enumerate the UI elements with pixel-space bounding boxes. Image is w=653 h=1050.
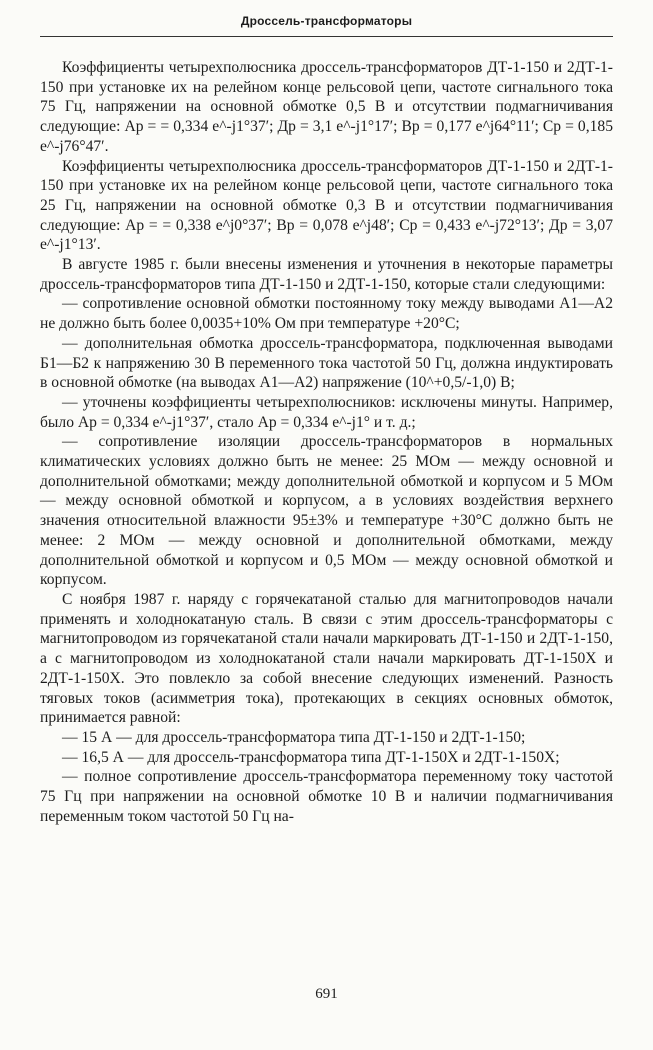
- paragraph: — 16,5 А — для дроссель-трансформатора типа ДТ-1-150Х и 2ДТ-1-150Х;: [62, 748, 560, 766]
- paragraph: — сопротивление основной обмотки постоянному току между выводами А1—А2 не должно быть более 0,0035+10% Ом при температуре +20°С;: [40, 295, 613, 333]
- paragraph: — дополнительная обмотка дроссель-трансформатора, подключенная выводами Б1—Б2 к напряжению 30 В переменного тока частотой 50 Гц, должна индуктировать в основной обмотке (на выводах А1—А2) напряжение (10^+0,5/-1,0) В;: [40, 334, 613, 392]
- page-number: 691: [315, 986, 338, 1002]
- paragraph: — уточнены коэффициенты четырехполюсников: исключены минуты. Например, было Aр = 0,334 e^-j1°37′, стало Aр = 0,334 e^-j1° и т. д.;: [40, 393, 613, 431]
- paragraph: С ноября 1987 г. наряду с горячекатаной сталью для магнитопроводов начали применять и холоднокатаную сталь. В связи с этим дроссель-трансформаторы с магнитопроводом из горячекатаной стали начали маркировать ДТ-1-150 и 2ДТ-1-150, а с магнитопроводом из холоднокатаной стали начали маркировать ДТ-1-150Х и 2ДТ-1-150Х. Это повлекло за собой внесение следующих изменений. Разность тяговых токов (асимметрия тока), протекающих в секциях основных обмоток, принимается равной:: [40, 590, 613, 727]
- paragraph: — сопротивление изоляции дроссель-трансформаторов в нормальных климатических условиях должно быть не менее: 25 МОм — между основной и дополнительной обмотками; между дополнительной обмоткой и корпусом и 5 МОм — между основной обмоткой и корпусом, а в условиях воздействия верхнего значения относительной влажности 95±3% и температуре +30°С должно быть не менее: 2 МОм — между основной и дополнительной обмотками, между дополнительной обмоткой и корпусом и 0,5 МОм — между основной обмоткой и корпусом.: [40, 433, 613, 589]
- paragraph: Коэффициенты четырехполюсника дроссель-трансформаторов ДТ-1-150 и 2ДТ-1-150 при установке их на релейном конце рельсовой цепи, частоте сигнального тока 75 Гц, напряжении на основной обмотке 0,5 В и отсутствии подмагничивания следующие: Aр = = 0,334 e^-j1°37′; Дp = 3,1 e^-j1°17′; Bр = 0,177 e^j64°11′; Cр = 0,185 e^-j76°47′.: [40, 59, 613, 155]
- paragraph: — полное сопротивление дроссель-трансформатора переменному току частотой 75 Гц при напряжении на основной обмотке 10 В и наличии подмагничивания переменным током частотой 50 Гц на-: [40, 768, 613, 825]
- paragraph: В августе 1985 г. были внесены изменения и уточнения в некоторые параметры дроссель-трансформаторов типа ДТ-1-150 и 2ДТ-1-150, которые стали следующими:: [40, 256, 613, 293]
- header-rule: [40, 36, 613, 37]
- paragraph: Коэффициенты четырехполюсника дроссель-трансформаторов ДТ-1-150 и 2ДТ-1-150 при установке их на релейном конце рельсовой цепи, частоте сигнального тока 25 Гц, напряжении на основной обмотке 0,3 В и отсутствии подмагничивания следующие: Aр = = 0,338 e^j0°37′; Bр = 0,078 e^j48′; Cр = 0,433 e^-j72°13′; Дp = 3,07 e^-j1°13′.: [40, 157, 613, 254]
- paragraph: — 15 А — для дроссель-трансформатора типа ДТ-1-150 и 2ДТ-1-150;: [62, 728, 526, 746]
- body-text: [40, 58, 613, 826]
- running-head: Дроссель-трансформаторы: [240, 14, 413, 28]
